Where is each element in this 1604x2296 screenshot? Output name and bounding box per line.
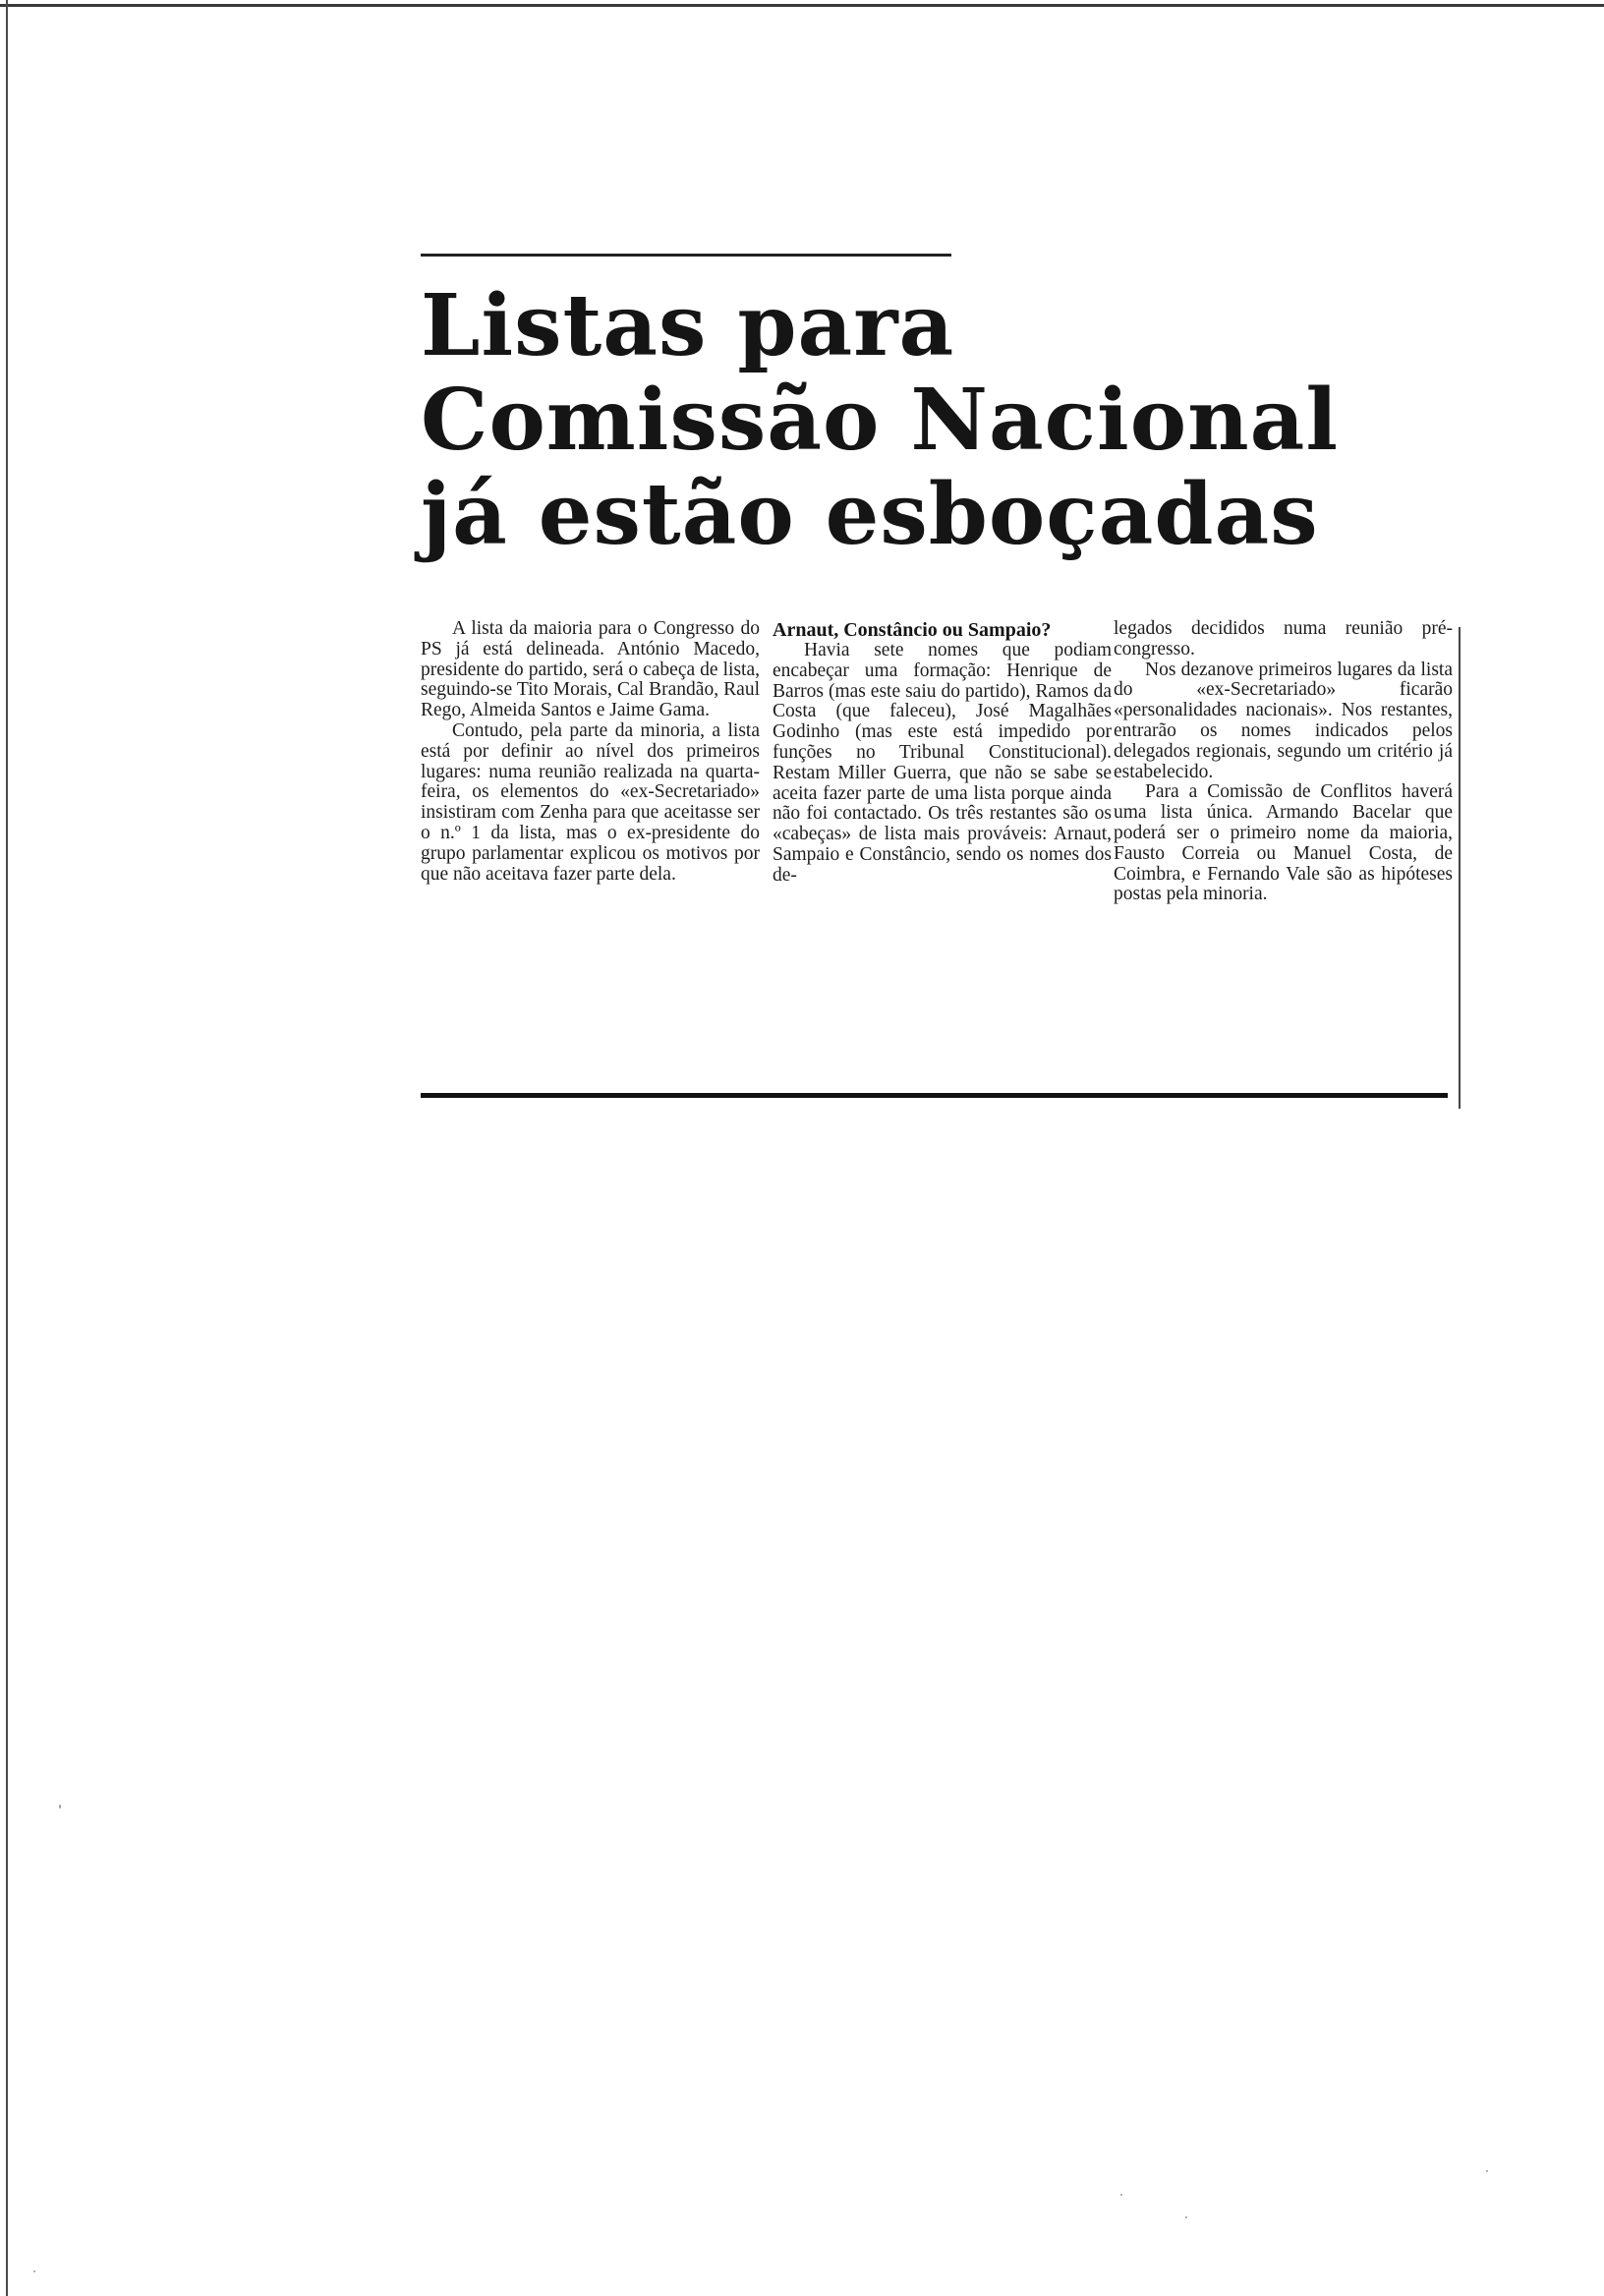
scan-speck: [1185, 2216, 1187, 2218]
right-edge-rule: [1459, 627, 1461, 1109]
scan-speck: [33, 2270, 35, 2272]
column-2-subheading: Arnaut, Constâncio ou Sampaio?: [773, 619, 1052, 641]
column-3: [1114, 619, 1453, 905]
top-rule: [421, 254, 951, 257]
page-edge-top: [0, 4, 1604, 7]
page-edge-left: [6, 0, 8, 2296]
scan-speck: [1486, 2170, 1488, 2172]
column-1-paragraph-2: Contudo, pela parte da minoria, a lista está por definir ao nível dos primeiros lugares: numa reunião realizada na quarta-feira, os elementos do «ex-Secretariado» insistiram com Zenha para que aceitasse ser o n.º 1 da lista, mas o ex-presidente do grupo parlamentar explicou os motivos por que não aceitava fazer parte dela.: [421, 719, 760, 885]
column-2: [773, 619, 1112, 887]
column-3-paragraph-3: Para a Comissão de Conflitos haverá uma lista única. Armando Bacelar que poderá ser o primeiro nome da maioria, Fausto Correia ou Manuel Costa, de Coimbra, e Fernando Vale são as hipóteses postas pela minoria.: [1114, 781, 1453, 905]
scan-speck: [1120, 2194, 1122, 2196]
headline-line-2: Comissão Nacional: [421, 371, 1339, 470]
bottom-rule: [421, 1093, 1448, 1098]
column-3-paragraph-2: Nos dezanove primeiros lugares da lista do «ex-Secretariado» ficarão «personalidades nacionais». Nos restantes, entrarão os nomes indicados pelos delegados regionais, segundo um critério já estabelecido.: [1114, 659, 1453, 782]
headline: [421, 276, 1339, 564]
newspaper-clipping: [421, 254, 1464, 1119]
article-columns: [421, 618, 1453, 1081]
headline-line-3: já estão esboçadas: [421, 465, 1319, 564]
column-1: [421, 619, 760, 885]
scan-speck: [59, 1805, 61, 1808]
column-3-paragraph-1: legados decididos numa reunião pré-congresso.: [1114, 618, 1453, 660]
column-1-paragraph-1: A lista da maioria para o Congresso do PS já está delineada. António Macedo, presidente do partido, será o cabeça de lista, seguindo-se Tito Morais, Cal Brandão, Raul Rego, Almeida Santos e Jaime Gama.: [421, 618, 760, 721]
headline-line-1: Listas para: [421, 276, 955, 375]
column-2-paragraph-1: Havia sete nomes que podiam encabeçar uma formação: Henrique de Barros (mas este saiu do partido), Ramos da Costa (que faleceu), José Magalhães Godinho (mas este está impedido por funções no Tribunal Constitucional). Restam Miller Guerra, que não se sabe se aceita fazer parte de uma lista porque ainda não foi contactado. Os três restantes são os «cabeças» de lista mais prováveis: Arnaut, Sampaio e Constâncio, sendo os nomes dos de-: [773, 640, 1112, 886]
